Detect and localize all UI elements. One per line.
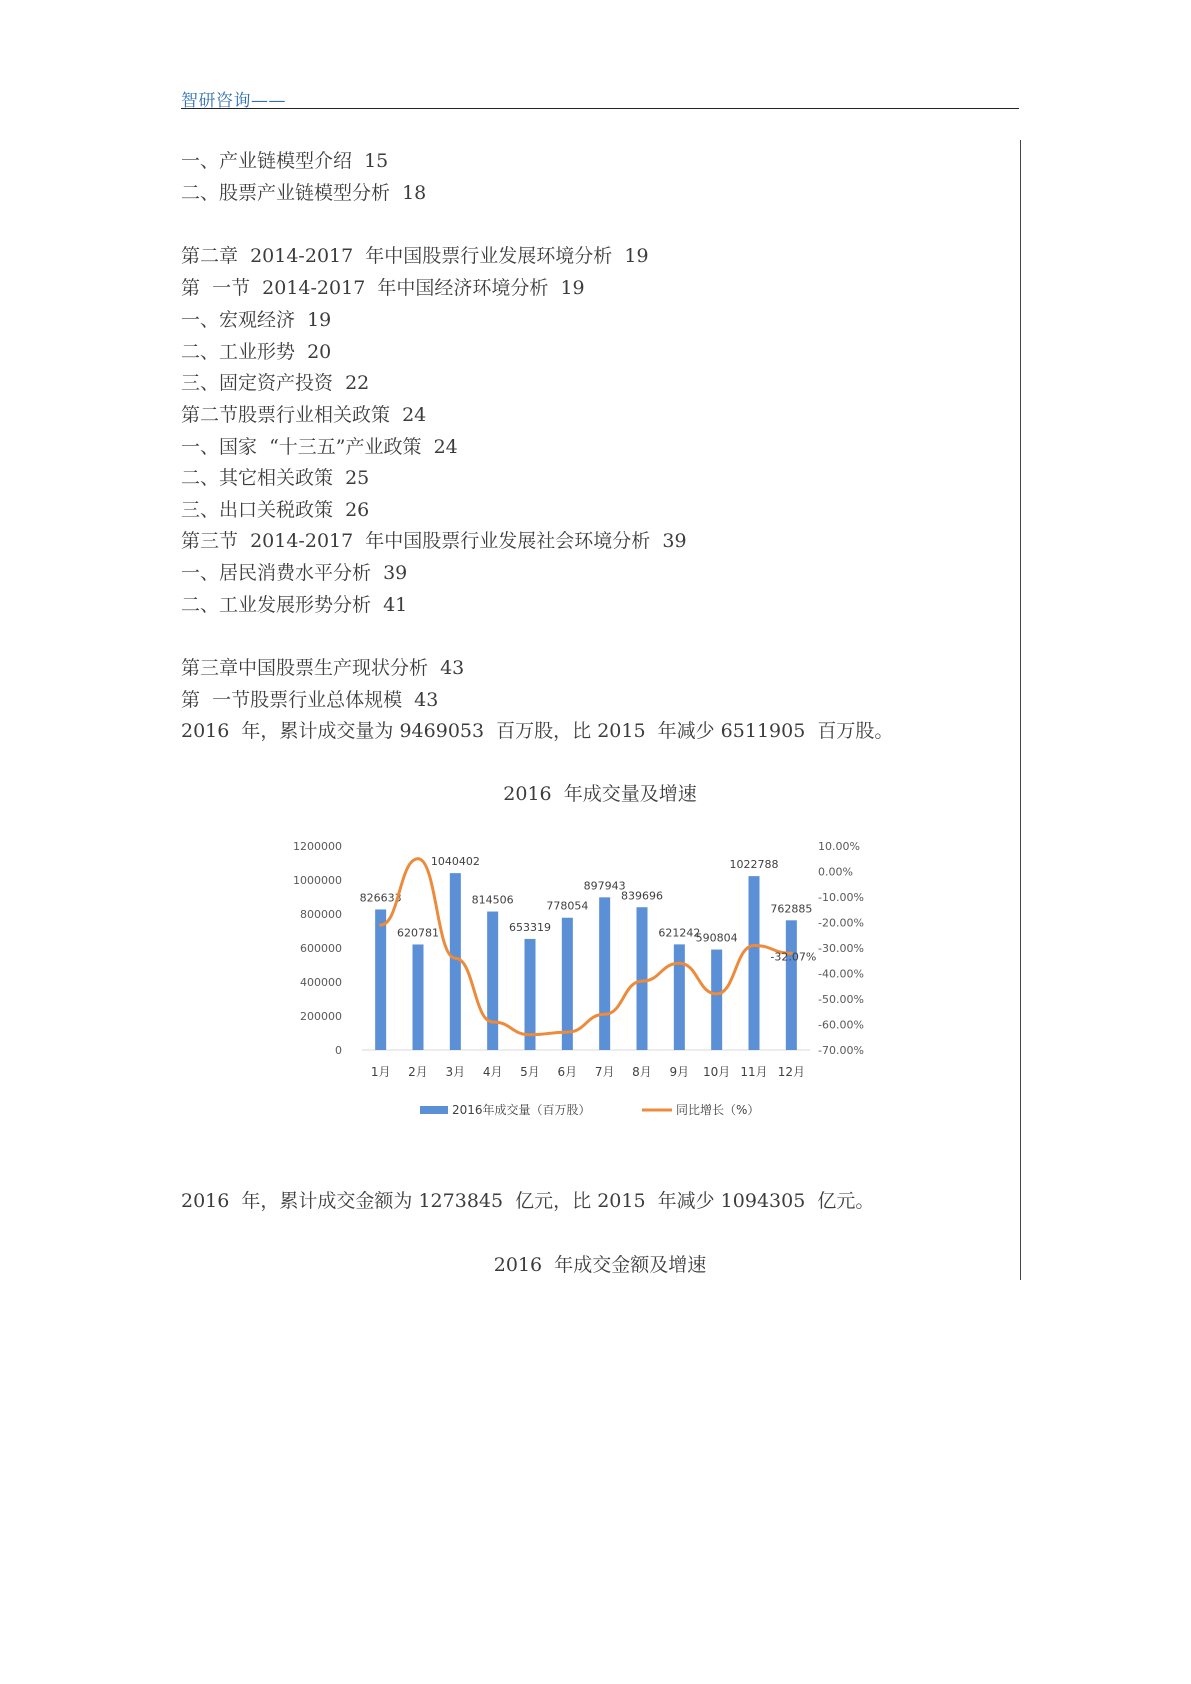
bar-data-label: 778054: [546, 899, 589, 913]
growth-point: [753, 944, 756, 947]
toc-line: 二、其它相关政策 25: [181, 467, 370, 489]
y-right-tick-label: 10.00%: [818, 840, 860, 853]
bar: [413, 944, 424, 1050]
volume-chart: [270, 826, 910, 1126]
bar-data-label: 814506: [471, 893, 514, 907]
amount-chart-caption: 2016 年成交金额及增速: [493, 1254, 707, 1276]
toc-line: 第三章中国股票生产现状分析 43: [181, 657, 465, 679]
x-tick-label: 4月: [482, 1065, 503, 1079]
growth-point: [603, 1013, 606, 1016]
toc-line: 第 一节 2014-2017 年中国经济环境分析 19: [181, 277, 585, 299]
growth-point: [417, 857, 420, 860]
header-rule: [181, 108, 1019, 109]
right-margin-rule: [1020, 140, 1021, 1280]
bar: [786, 920, 797, 1050]
x-tick-label: 1月: [370, 1065, 391, 1079]
x-tick-label: 7月: [594, 1065, 615, 1079]
toc-line: 第二章 2014-2017 年中国股票行业发展环境分析 19: [181, 245, 649, 267]
x-tick-label: 3月: [445, 1065, 466, 1079]
bar: [562, 918, 573, 1050]
toc-line: 二、工业发展形势分析 41: [181, 594, 408, 616]
bar-data-label: 620781: [397, 926, 439, 940]
bar-data-label: 1040402: [430, 855, 480, 869]
bar-data-label: 762885: [770, 902, 813, 916]
toc-line: 一、产业链模型介绍 15: [181, 150, 389, 172]
growth-point: [379, 924, 382, 927]
y-right-tick-label: -50.00%: [818, 993, 864, 1006]
growth-point: [454, 957, 457, 960]
bar: [375, 909, 386, 1050]
toc-line: 一、居民消费水平分析 39: [181, 562, 408, 584]
x-tick-label: 2月: [408, 1065, 428, 1079]
y-right-tick-label: -40.00%: [818, 967, 864, 981]
y-right-tick-label: 0.00%: [818, 865, 853, 879]
y-left-tick-label: 1200000: [293, 840, 342, 853]
y-left-tick-label: 200000: [300, 1010, 342, 1023]
y-right-tick-label: -70.00%: [818, 1044, 864, 1057]
legend-line-label: 同比增长（%）: [676, 1103, 760, 1117]
line-data-label: -32.07%: [770, 950, 817, 964]
y-left-tick-label: 400000: [300, 976, 342, 989]
bar-data-label: 826633: [359, 891, 402, 905]
y-right-tick-label: -20.00%: [818, 916, 864, 930]
toc-line: 第二节股票行业相关政策 24: [181, 404, 427, 426]
toc-line: 一、国家 “十三五”产业政策 24: [181, 436, 458, 458]
bar: [711, 950, 722, 1050]
growth-point: [491, 1020, 494, 1023]
x-tick-label: 5月: [520, 1065, 540, 1079]
growth-point: [641, 980, 644, 983]
growth-point: [715, 992, 718, 995]
y-left-tick-label: 0: [335, 1044, 342, 1057]
growth-point: [678, 962, 681, 965]
header-title: 智研咨询——: [181, 91, 286, 111]
x-tick-label: 9月: [669, 1065, 690, 1079]
bar: [637, 907, 648, 1050]
y-right-tick-label: -30.00%: [818, 942, 864, 955]
toc-line: 三、固定资产投资 22: [181, 372, 370, 394]
legend-bar-label: 2016年成交量（百万股）: [452, 1103, 591, 1117]
bar: [599, 897, 610, 1050]
y-right-tick-label: -10.00%: [818, 891, 864, 904]
bar-data-label: 897943: [583, 879, 626, 893]
bar-data-label: 590804: [695, 931, 738, 945]
legend-bar-swatch: [420, 1106, 448, 1114]
y-left-tick-label: 600000: [300, 942, 342, 955]
x-tick-label: 11月: [740, 1065, 768, 1079]
toc-line: 第 一节股票行业总体规模 43: [181, 689, 439, 711]
toc-line: 三、出口关税政策 26: [181, 499, 370, 521]
bar: [450, 873, 461, 1050]
toc-line: 二、股票产业链模型分析 18: [181, 182, 427, 204]
x-tick-label: 10月: [703, 1065, 731, 1079]
y-right-tick-label: -60.00%: [818, 1018, 864, 1032]
bar: [487, 912, 498, 1050]
y-left-tick-label: 1000000: [293, 874, 342, 887]
bar-data-label: 839696: [621, 889, 663, 903]
x-tick-label: 8月: [632, 1065, 652, 1079]
toc-line: 一、宏观经济 19: [181, 309, 332, 331]
bar-data-label: 653319: [509, 920, 551, 934]
growth-point: [566, 1031, 569, 1034]
volume-paragraph: 2016 年，累计成交量为 9469053 百万股，比 2015 年减少 6511905 百万股。: [181, 720, 894, 742]
y-left-tick-label: 800000: [300, 908, 342, 921]
bar-data-label: 1022788: [729, 858, 779, 872]
bar: [749, 876, 760, 1050]
toc-line: 第三节 2014-2017 年中国股票行业发展社会环境分析 39: [181, 530, 687, 552]
x-tick-label: 6月: [557, 1065, 578, 1079]
bar: [674, 944, 685, 1050]
amount-paragraph: 2016 年，累计成交金额为 1273845 亿元，比 2015 年减少 1094305 亿元。: [181, 1190, 875, 1212]
growth-point: [529, 1033, 532, 1036]
volume-chart-caption: 2016 年成交量及增速: [503, 783, 697, 805]
bar-data-label: 621242: [658, 926, 701, 940]
toc-line: 二、工业形势 20: [181, 341, 332, 363]
volume-chart-svg: [270, 826, 910, 1126]
x-tick-label: 12月: [777, 1065, 805, 1079]
